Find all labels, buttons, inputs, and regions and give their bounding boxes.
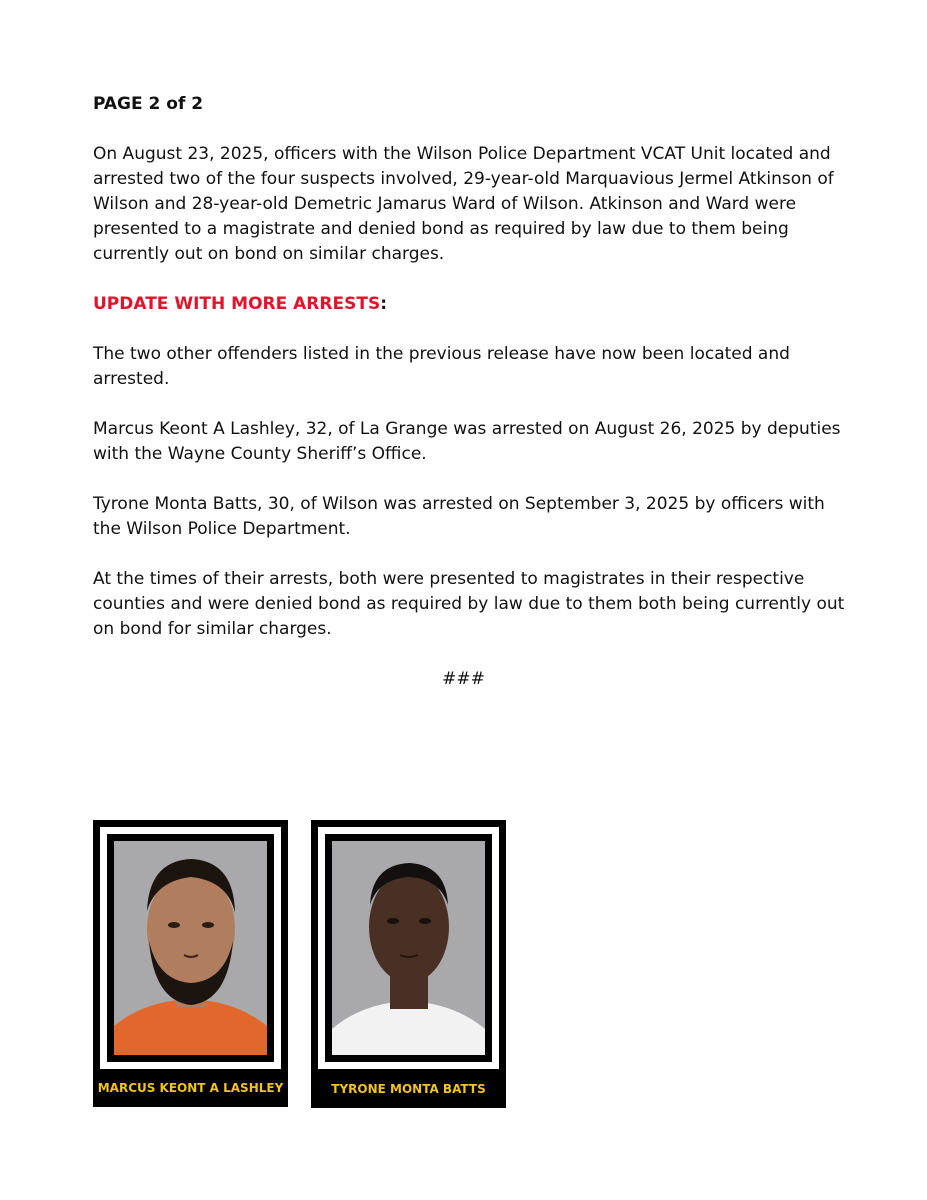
- mugshot-card-batts: [311, 820, 506, 1108]
- lashley-arrest-paragraph: Marcus Keont A Lashley, 32, of La Grange was arrested on August 26, 2025 by deputies with the Wayne County Sheriff’s Office.: [93, 419, 841, 464]
- mugshot-card-lashley: [93, 820, 288, 1107]
- bond-denial-paragraph: At the times of their arrests, both were presented to magistrates in their respective counties and were denied bond as required by law due to them both being currently out on bond for similar charges.: [93, 569, 845, 639]
- mugshot-caption-lashley: MARCUS KEONT A LASHLEY: [97, 1081, 284, 1095]
- update-heading-colon: :: [380, 294, 387, 314]
- update-heading-text: UPDATE WITH MORE ARRESTS: [93, 294, 381, 314]
- mugshot-photo-frame: [100, 827, 281, 1069]
- batts-arrest-paragraph: Tyrone Monta Batts, 30, of Wilson was arrested on September 3, 2025 by officers with the Wilson Police Department.: [93, 494, 825, 539]
- page-number-label: PAGE 2 of 2: [93, 94, 204, 114]
- offenders-located-paragraph: The two other offenders listed in the previous release have now been located and arrested.: [93, 344, 790, 389]
- mugshot-caption-batts: TYRONE MONTA BATTS: [331, 1082, 486, 1096]
- arrest-paragraph-1: On August 23, 2025, officers with the Wilson Police Department VCAT Unit located and arrested two of the four suspects involved, 29-year-old Marquavious Jermel Atkinson of Wilson and 28-year-old Demetric Jamarus Ward of Wilson. Atkinson and Ward were presented to a magistrate and denied bond as required by law due to them being currently out on bond on similar charges.: [93, 144, 834, 264]
- end-of-release-mark: ###: [442, 669, 485, 689]
- update-heading: [93, 292, 853, 317]
- mugshot-photo-lashley: [114, 841, 267, 1055]
- mugshot-photo-batts: [332, 841, 485, 1055]
- mugshot-photo-frame: [318, 827, 499, 1069]
